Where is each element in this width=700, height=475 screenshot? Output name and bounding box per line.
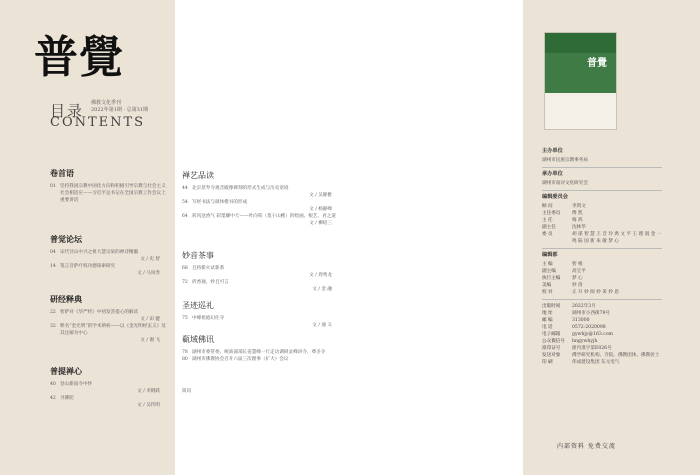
divider bbox=[542, 248, 662, 249]
entry-title: 登山新南寺中怀 bbox=[60, 382, 93, 387]
entry-title: 且将新火试新茶 bbox=[192, 266, 225, 271]
publish-row: 电子邮箱 gywhjy@163.com bbox=[542, 332, 613, 337]
entry-title: 坚持我国宗教中国化方向和积极引导宗教与社会主义社会相适应——习近平总书记在全国宗教工作会议上重要讲话 bbox=[60, 184, 166, 203]
section-juanshouyu bbox=[50, 168, 170, 204]
entry-title: 北京慈寿寺观音殿像碑刻的形式生成与历史语境 bbox=[192, 186, 289, 191]
section-yuyu-foxun bbox=[182, 334, 342, 363]
committee-row: 顾 问 李剑文 bbox=[542, 204, 586, 209]
divider bbox=[542, 167, 662, 168]
page-number: 32 bbox=[50, 324, 56, 329]
toc-entry[interactable] bbox=[182, 185, 342, 192]
section-heading: 卷首语 bbox=[50, 168, 74, 178]
cover-bottom-band bbox=[545, 93, 616, 129]
page-number: 72 bbox=[182, 280, 188, 285]
toc-entry[interactable] bbox=[182, 213, 342, 220]
editorial-row: 执行主编 梦 心 bbox=[542, 276, 583, 281]
page-number: 78 bbox=[182, 350, 188, 355]
publish-row: 地 址 湖州市小西街79号 bbox=[542, 311, 611, 316]
committee-row: 主 任 梅 鸿 bbox=[542, 218, 583, 223]
toc-entry[interactable] bbox=[182, 279, 342, 286]
free-distribution-note: 内部资料 免费交流 bbox=[557, 443, 616, 450]
entry-title: 湖州市委常委、统战部部长姜慧峰一行走访调研灵峰讲寺、尊圣寺 bbox=[192, 350, 326, 355]
page-number: 75 bbox=[182, 316, 188, 321]
section-heading: 普提禅心 bbox=[50, 366, 82, 376]
section-heading: 圣迹巡礼 bbox=[182, 301, 214, 310]
section-heading: 妙音茶事 bbox=[182, 251, 214, 260]
toc-entry[interactable] bbox=[50, 263, 170, 270]
publish-row: 印 刷 伟成建设集团 东元电气 bbox=[542, 360, 620, 365]
entry-author: 文 / 通 义 bbox=[312, 323, 332, 328]
entry-title: 宋代径山中兴之祖大慧宗杲的禅诗精髓 bbox=[60, 250, 139, 255]
page-number: 04 bbox=[50, 250, 56, 255]
page-number: 40 bbox=[50, 382, 56, 387]
page-number: 14 bbox=[50, 264, 56, 269]
page-number: 54 bbox=[182, 200, 188, 205]
section-heading: 普觉论坛 bbox=[50, 234, 82, 244]
section-heading: 瓻域佛讯 bbox=[182, 335, 214, 344]
editorial-row: 主 编 智 根 bbox=[542, 262, 583, 267]
entry-title: 荷风送香气 彩墨耀中天——叶向荀（莫干山樵）的绘画、根艺、君之道 bbox=[192, 214, 336, 219]
cover-title: 普覺 bbox=[587, 58, 607, 69]
editorial-row: 副主编 高宝平 bbox=[542, 269, 586, 274]
brief-news-label: 简讯 bbox=[182, 389, 192, 394]
host-label: 主办单位 bbox=[542, 148, 563, 154]
publish-row: 准印证号 浙内准字第E026号 bbox=[542, 346, 612, 351]
entry-author: 文 / 杨静峰 bbox=[309, 207, 332, 212]
section-puti-chanxin bbox=[50, 366, 170, 409]
toc-entry[interactable] bbox=[50, 183, 170, 204]
editorial-row: 美编 妙 清 bbox=[542, 283, 583, 288]
cover-thumbnail bbox=[544, 32, 617, 130]
divider bbox=[542, 299, 662, 300]
toc-entry[interactable] bbox=[182, 199, 342, 206]
page-number: 42 bbox=[50, 396, 56, 401]
entry-title: 湖州市佛教协会召开六届三次理事（扩大）会议 bbox=[192, 357, 289, 362]
section-chanyi-pindu bbox=[182, 170, 342, 227]
page-number: 68 bbox=[182, 266, 188, 271]
committee-row: 主任委员 傅 凯 bbox=[542, 211, 583, 216]
toc-entry[interactable] bbox=[182, 349, 342, 356]
toc-entry[interactable] bbox=[50, 249, 170, 256]
committee-row: 副主任 沈林华 bbox=[542, 225, 586, 230]
committee-row: 委 员 胡 谋 智 慧 王 音 玲 禹 文 平 王 理 润 金 一 鸣 陆 国 新 朱 敏 梦 心 bbox=[542, 232, 662, 244]
entry-title: 中峰祖庭幻住寺 bbox=[192, 316, 225, 321]
entry-author: 文 / 谢 飞 bbox=[140, 338, 160, 343]
entry-author: 文 / 周秀龙 bbox=[309, 273, 332, 278]
entry-author: 文 / 柳绍三 bbox=[309, 221, 332, 226]
section-heading: 禅艺品读 bbox=[182, 171, 214, 180]
toc-entry[interactable] bbox=[182, 315, 342, 322]
publish-row: 电 话 0572-2020098 bbox=[542, 325, 606, 330]
entry-author: 文 / 李钢跃 bbox=[137, 389, 160, 394]
host-value: 湖州市民族宗教事务局 bbox=[542, 158, 588, 163]
publish-row: 出版时间 2022年3月 bbox=[542, 304, 596, 309]
toc-entry[interactable] bbox=[182, 265, 342, 272]
entry-author: 文 / 吴传明 bbox=[137, 403, 160, 408]
entry-author: 文 / 马凤寿 bbox=[137, 271, 160, 276]
toc-entry[interactable] bbox=[50, 323, 170, 337]
entry-title: 写经书法与颜体楷书的形成 bbox=[192, 200, 248, 205]
section-heading: 研经释典 bbox=[50, 294, 82, 304]
publish-row: 发送对象 佛学研究机构、寺院、佛教团体、佛教居士 bbox=[542, 353, 660, 358]
section-pujue-forum bbox=[50, 234, 170, 277]
entry-title: 释名“金光明”的学术辨析——以《金光明经玄义》及其注解为中心 bbox=[60, 324, 166, 336]
toc-entry[interactable] bbox=[50, 395, 170, 402]
section-miaoyin-chashi bbox=[182, 250, 342, 293]
host-block bbox=[542, 148, 662, 366]
middle-panel bbox=[175, 0, 523, 475]
editorial-label: 编辑部 bbox=[542, 252, 558, 258]
toc-title: 目录 bbox=[50, 102, 85, 120]
issue-number: 2022年第1期 · 总第31期 bbox=[91, 107, 149, 113]
divider bbox=[542, 190, 662, 191]
page-number: 44 bbox=[182, 186, 188, 191]
entry-title: 智萨对《华严经》中初发菩提心的解读 bbox=[60, 310, 139, 315]
page-number: 64 bbox=[182, 214, 188, 219]
org-value: 湖州市南浔文化研究会 bbox=[542, 181, 588, 186]
entry-author: 文 / 田 健 bbox=[140, 317, 160, 322]
page-number: 22 bbox=[50, 310, 56, 315]
page-number: 80 bbox=[182, 357, 188, 362]
entry-title: 寻佛陀 bbox=[60, 396, 74, 401]
toc-entry[interactable] bbox=[182, 356, 342, 363]
toc-entry[interactable] bbox=[50, 381, 170, 388]
committee-label: 编辑委员会 bbox=[542, 194, 568, 200]
section-yanjing-shidian bbox=[50, 294, 170, 344]
issue-info bbox=[91, 100, 148, 114]
entry-author: 文 / 金 融 bbox=[312, 287, 332, 292]
entry-title: 折香通、妙且可言 bbox=[192, 280, 229, 285]
cover-top-band bbox=[545, 33, 616, 53]
org-label: 承办单位 bbox=[542, 171, 563, 177]
publish-row: 公众微信号 hngywhyjh bbox=[542, 339, 598, 344]
toc-title-english: CONTENTS bbox=[50, 115, 146, 130]
toc-entry[interactable] bbox=[50, 309, 170, 316]
entry-title: 笺言音萨疗权功德探索研究 bbox=[60, 264, 116, 269]
section-shengji-xunli bbox=[182, 300, 342, 329]
magazine-logo: 普覺 bbox=[34, 32, 124, 83]
publish-row: 邮 编 313000 bbox=[542, 318, 590, 323]
page-number: 01 bbox=[50, 184, 56, 189]
entry-author: 文 / 吴静雅 bbox=[309, 193, 332, 198]
issue-series: 佛教文化季刊 bbox=[91, 100, 122, 106]
editorial-row: 校 对 正 升 妙 阅 妙 莱 妙 思 bbox=[542, 290, 619, 295]
entry-author: 文 / 史 智 bbox=[140, 257, 160, 262]
